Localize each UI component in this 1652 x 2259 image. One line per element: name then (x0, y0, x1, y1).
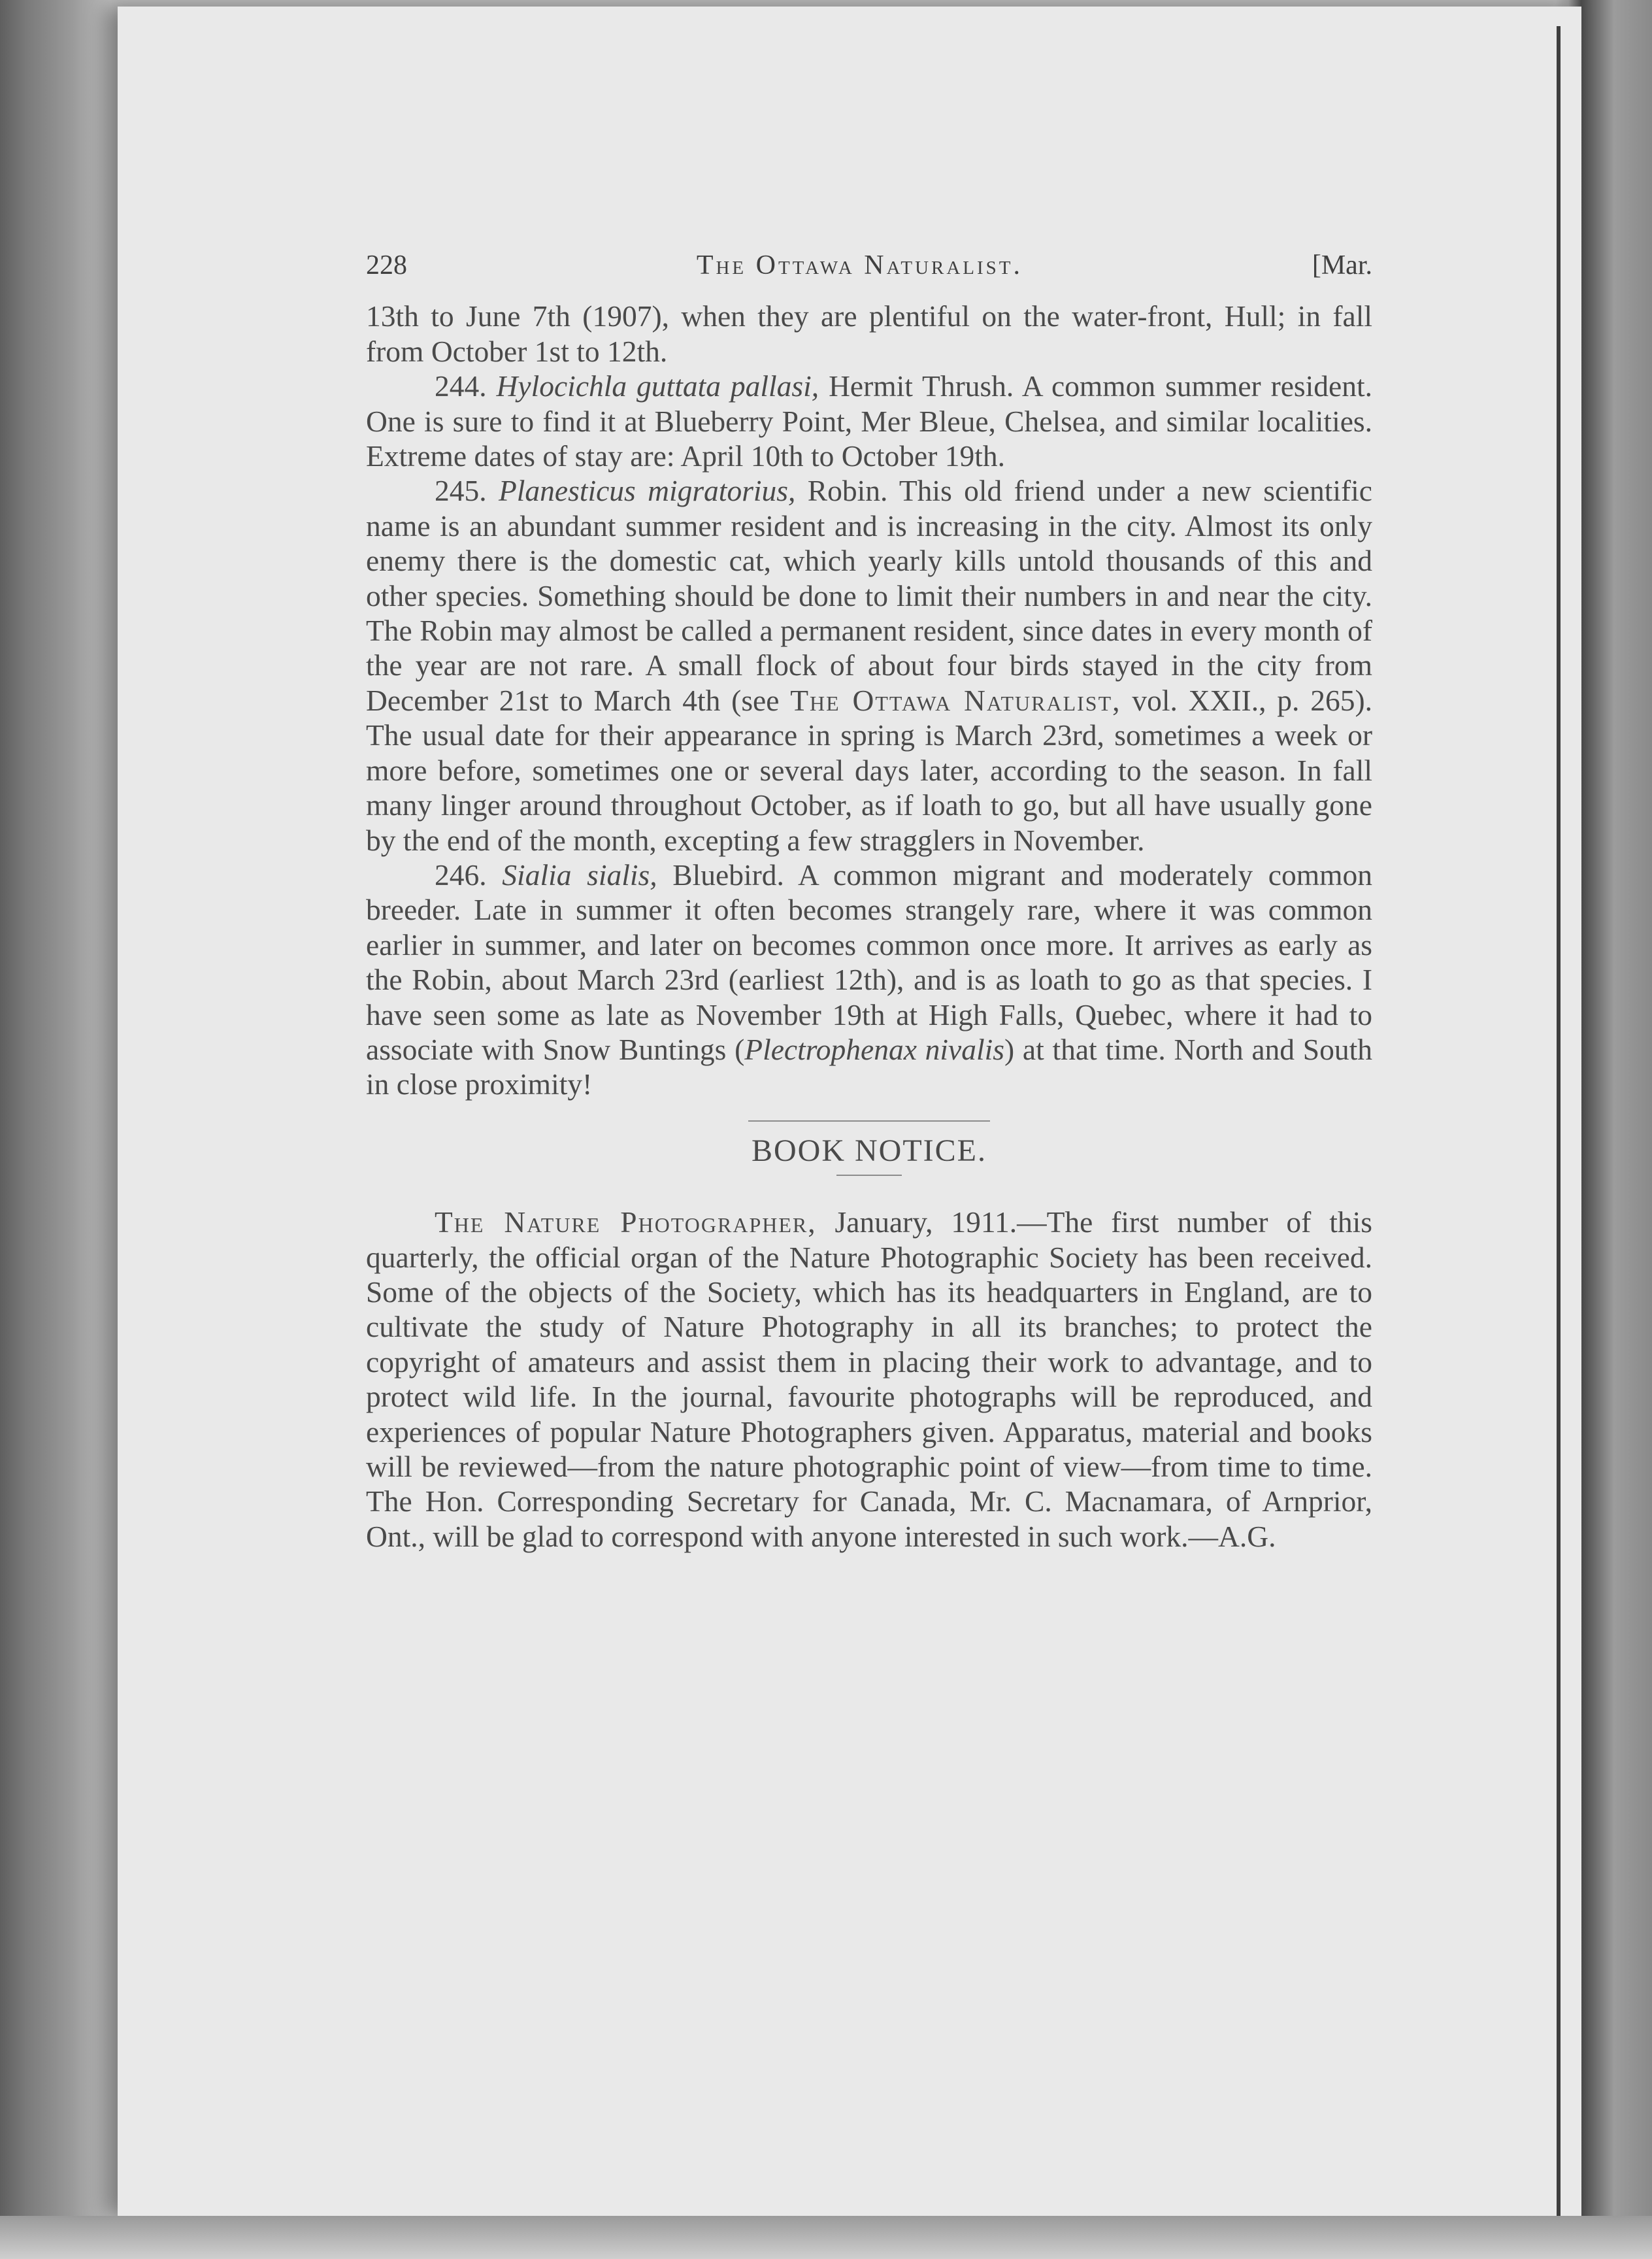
entry-text-continued: ) at that time. North and South in close proximity! (366, 1032, 1372, 1101)
issue-month: [Mar. (1312, 250, 1372, 280)
journal-title: The Ottawa Naturalist. (696, 250, 1023, 280)
entry-number: 244. (435, 369, 487, 403)
page-gutter (1557, 26, 1561, 2249)
entry-244 (366, 369, 1372, 473)
species-name: Sialia sialis, (502, 858, 657, 892)
book-notice-body (366, 1205, 1372, 1554)
entry-number: 246. (435, 858, 487, 892)
entry-245 (366, 473, 1372, 857)
entry-243-continued (366, 299, 1372, 369)
species-name: Hylocichla guttata pallasi, (496, 369, 819, 403)
page-number: 228 (366, 250, 407, 280)
journal-reference: The Ottawa Naturalist, (790, 683, 1121, 717)
book-notice-lead: The Nature Photographer, (435, 1205, 817, 1239)
entry-text: Robin. This old friend under a new scientific name is an abundant summer resident and is increasing in the city. Almost its only enemy there is the domestic cat, which yearly kills untold thousands of this and other species. Something should be done to limit their numbers in and near the city. The Robin may almost be called a permanent resident, since dates in every month of the year are not rare. A small flock of about four birds stayed in the city from December 21st to March 4th (see (366, 474, 1372, 717)
entry-text: Bluebird. A common migrant and moderately common breeder. Late in summer it often becomes strangely rare, where it was common earlier in summer, and later on becomes common once more. It arrives as early as the Robin, about March 23rd (earliest 12th), and is as loath to go as that species. I have seen some as late as November 19th at High Falls, Quebec, where it had to associate with Snow Buntings ( (366, 858, 1373, 1066)
running-head (366, 248, 1372, 283)
entry-text: 13th to June 7th (1907), when they are plentiful on the water-front, Hull; in fall from October 1st to 12th. (366, 299, 1372, 368)
page-bottom-edge (0, 2216, 1652, 2259)
page-text-block (366, 248, 1372, 1554)
entry-number: 245. (435, 474, 487, 508)
entry-text: Hermit Thrush. A common summer resident. One is sure to find it at Blueberry Point, Mer Bleue, Chelsea, and similar localities. Extreme dates of stay are: April 10th to October 19th. (366, 369, 1372, 473)
entry-text-continued: vol. XXII., p. 265). The usual date for their appearance in spring is March 23rd, sometimes a week or more before, sometimes one or several days later, according to the season. In fall many linger around throughout October, as if loath to go, but all have usually gone by the end of the month, excepting a few stragglers in November. (366, 683, 1372, 857)
entry-246 (366, 858, 1372, 1102)
species-name-secondary: Plectrophenax nivalis (744, 1032, 1004, 1066)
book-notice-text: January, 1911.—The first number of this quarterly, the official organ of the Nature Photographic Society has been received. Some of the objects of the Society, which has its headquarters in England, are to cultivate the study of Nature Photography in all its branches; to protect the copyright of amateurs and assist them in placing their work to advantage, and to protect wild life. In the journal, favourite photographs will be reproduced, and experiences of popular Nature Photographers given. Apparatus, material and books will be reviewed—from the nature photographic point of view—from time to time. The Hon. Corresponding Secretary for Canada, Mr. C. Macnamara, of Arnprior, Ont., will be glad to correspond with anyone interested in such work.—A.G. (366, 1205, 1372, 1553)
section-divider (748, 1120, 990, 1122)
book-notice-heading: BOOK NOTICE. (752, 1133, 987, 1168)
species-name: Planesticus migratorius, (498, 474, 796, 508)
heading-underline (836, 1175, 902, 1176)
